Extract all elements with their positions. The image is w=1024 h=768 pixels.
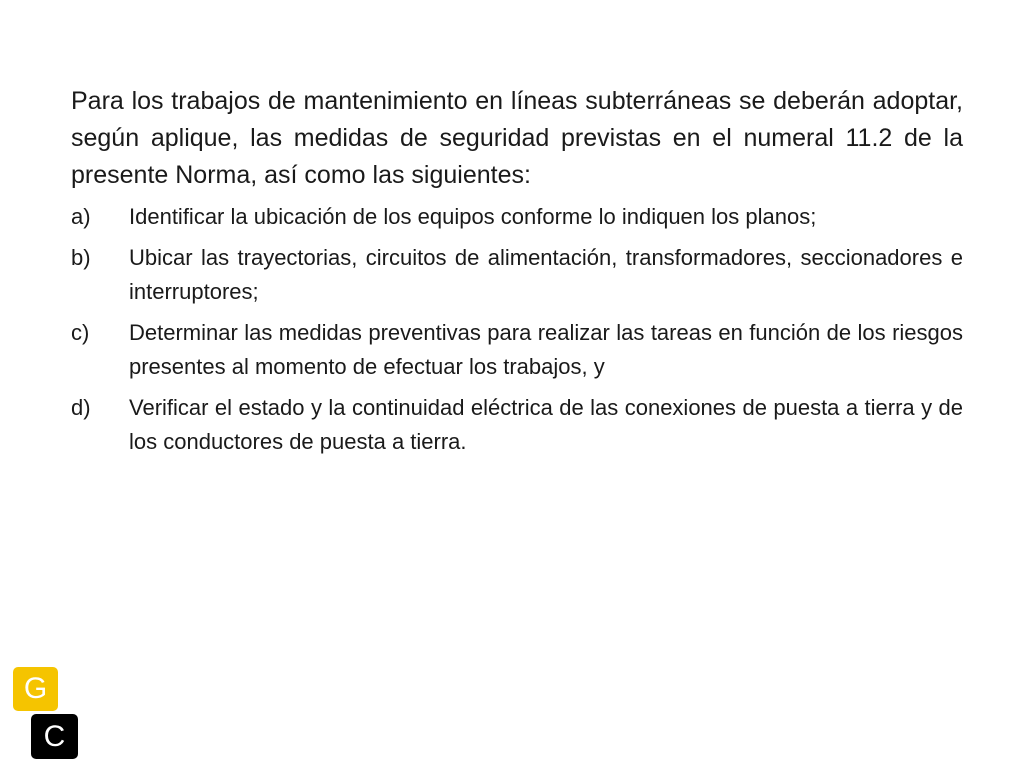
list-item — [71, 316, 963, 384]
list-marker: c) — [71, 320, 90, 345]
list-item-text: Identificar la ubicación de los equipos conforme lo indiquen los planos; — [129, 204, 817, 229]
list-marker: d) — [71, 395, 91, 420]
logo-g-tile: G — [13, 667, 58, 711]
list-marker: b) — [71, 245, 91, 270]
slide-content — [71, 83, 963, 466]
logo-c-tile: C — [31, 714, 78, 759]
list-marker: a) — [71, 204, 91, 229]
requirements-list — [71, 200, 963, 459]
list-item-text: Ubicar las trayectorias, circuitos de alimentación, transformadores, seccionadores e interruptores; — [129, 245, 963, 304]
list-item-text: Determinar las medidas preventivas para realizar las tareas en función de los riesgos presentes al momento de efectuar los trabajos, y — [129, 320, 963, 379]
list-item — [71, 200, 963, 234]
list-item — [71, 391, 963, 459]
list-item-text: Verificar el estado y la continuidad eléctrica de las conexiones de puesta a tierra y de los conductores de puesta a tierra. — [129, 395, 963, 454]
intro-paragraph: Para los trabajos de mantenimiento en líneas subterráneas se deberán adoptar, según aplique, las medidas de seguridad previstas en el numeral 11.2 de la presente Norma, así como las siguientes: — [71, 87, 963, 189]
list-item — [71, 241, 963, 309]
